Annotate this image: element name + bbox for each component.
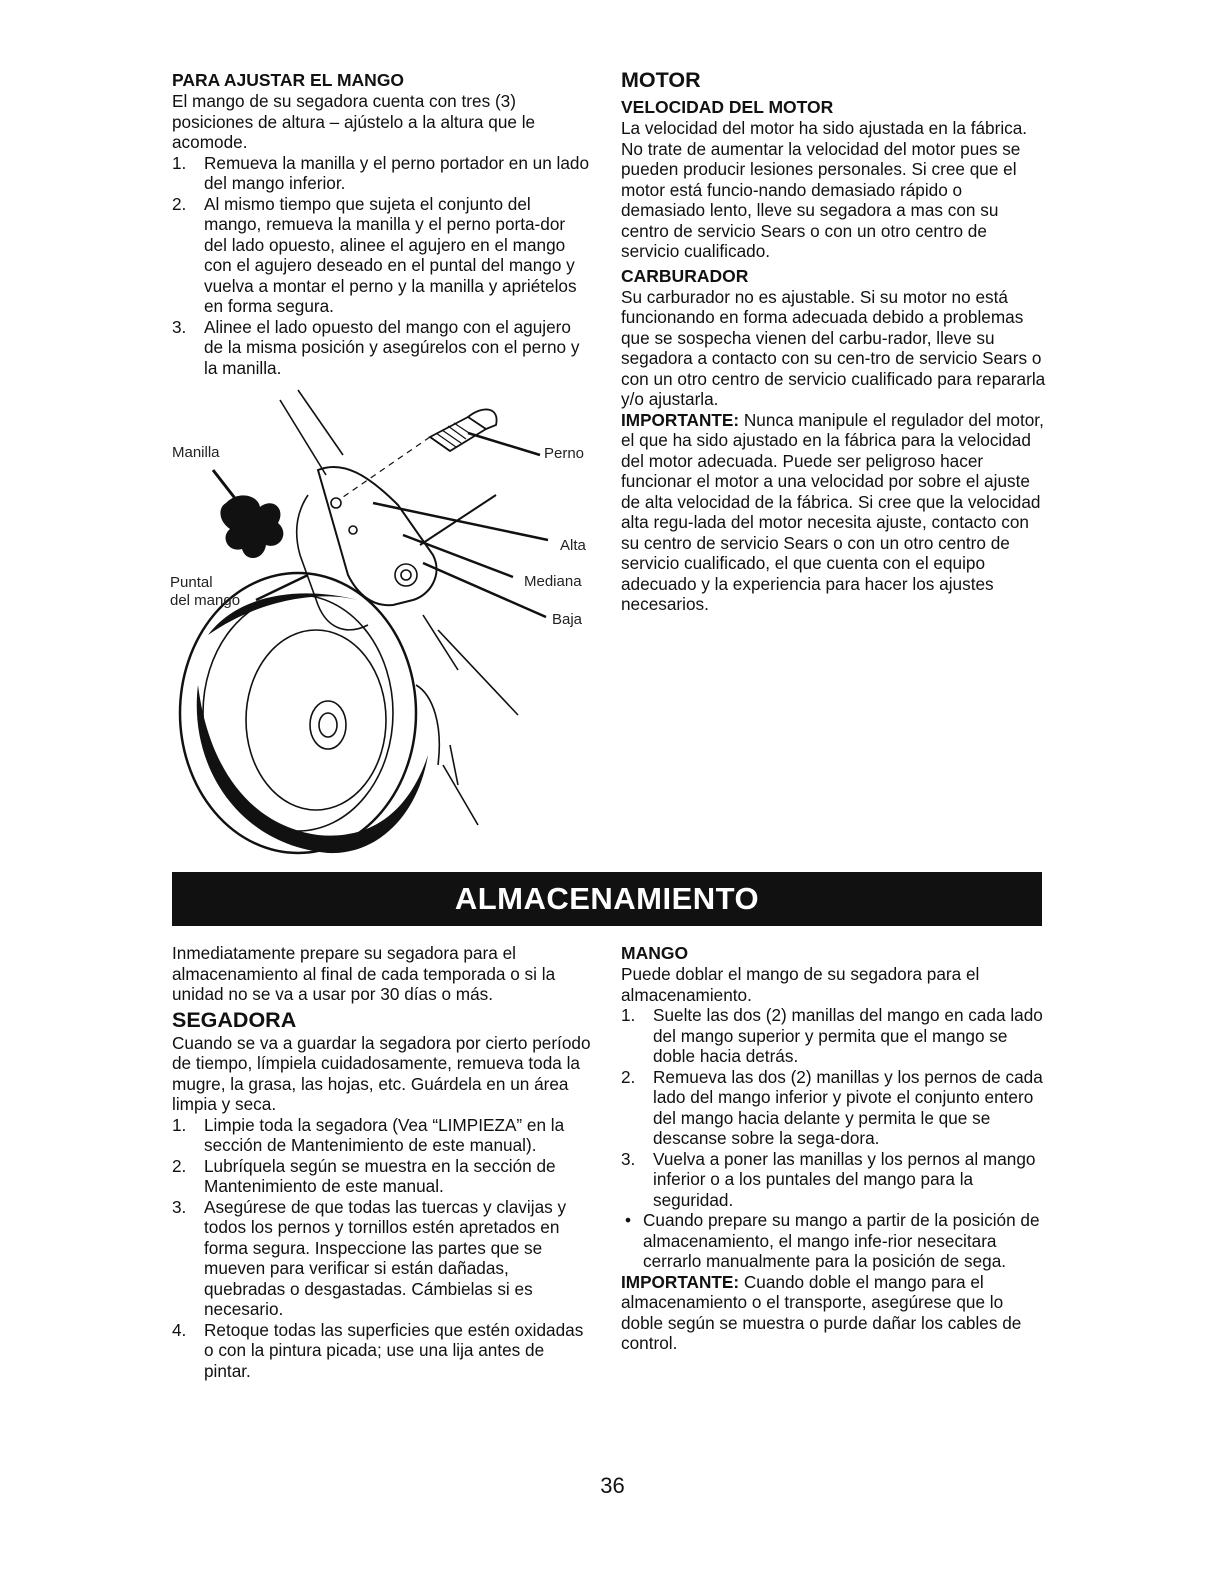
list-item: 3. Vuelva a poner las manillas y los pernos al mango inferior o a los puntales del mango para la seguridad. [621,1148,1036,1210]
page-number: 36 [600,1473,625,1498]
subsection-title-carburador: CARBURADOR [621,265,749,286]
section-title-ajustar-mango: PARA AJUSTAR EL MANGO [172,70,405,90]
list-item: 3. Alinee el lado opuesto del mango con el agujero de la misma posición y asegúrelos con el perno y la manilla. [172,316,580,378]
right-bottom-column [621,943,1046,1354]
segadora-text: Cuando se va a guardar la segadora por cierto período de tiempo, límpiela cuidadosamente, remueva toda la mugre, la grasa, las hojas, etc. Guárdela en un área limpia y seca. [172,1032,591,1114]
section-title-mango: MANGO [621,943,689,963]
list-item: 1. Remueva la manilla y el perno portador en un lado del mango inferior. [172,152,590,193]
ajustar-intro: El mango de su segadora cuenta con tres (3) posiciones de altura – ajústelo a la altura que le acomode. [172,91,536,152]
mower-wheel-handle-illustration [168,385,608,860]
label-perno: Perno [544,445,585,462]
carburador-text: Su carburador no es ajustable. Si su motor no está funcionando en forma adecuada debido a problemas que se sospecha vienen del carbu-rador, lleve su segadora a contacto con su cen-tro de servicio Sears o con un otro centro de servicio cualificado para repararla y/o ajustarla. IMPORTANTE: Nunca manipule el regulador del motor, el que ha sido ajustado en la fábrica para la velocidad del motor adecuada. Puede ser peligroso hacer funcionar el motor a una velocidad por sobre el ajuste de alta velocidad de la fábrica. Si cree que la velocidad alta regu-lada del motor necesita ajuste, contacto con su centro de servicio Sears o con un otro centro de servicio cualificado, el que cuenta con el equipo adecuado y la experiencia para hacer los ajustes necesarios. [621,286,1046,614]
label-baja: Baja [552,611,583,628]
label-manilla: Manilla [172,444,220,461]
list-item: 2. Al mismo tiempo que sujeta el conjunto del mango, remueva la manilla y el perno porta-dor del lado opuesto, alinee el agujero en el mango con el agujero deseado en el puntal del mango y vuelva a montar el perno y la manilla y apriételos en forma segura. [172,193,577,316]
list-item: 2. Remueva las dos (2) manillas y los pernos de cada lado del mango inferior y pivote el conjunto entero del mango hacia delante y permita le que se descanse sobre la sega-dora. [621,1066,1043,1148]
list-item: 3. Asegúrese de que todas las tuercas y clavijas y todos los pernos y tornillos estén apretados en forma segura. Inspeccione las partes que se mueven para verificar si están dañadas, quebradas o desgastadas. Cámbielas si es necesario. [172,1196,567,1319]
list-item: • Cuando prepare su mango a partir de la posición de almacenamiento, el mango infe-rior nesecitara cerrarlo manualmente para la posición de sega. [625,1210,1040,1271]
label-del-mango: del mango [170,592,241,609]
ajustar-steps [172,153,590,379]
list-item: 4. Retoque todas las superficies que estén oxidadas o con la pintura picada; use una lija antes de pintar. [172,1319,584,1381]
subsection-title-velocidad: VELOCIDAD DEL MOTOR [621,97,834,117]
section-title-motor: MOTOR [621,68,701,92]
list-item: 1. Suelte las dos (2) manillas del mango en cada lado del mango superior y permita que el mango se doble hacia detrás. [621,1005,1043,1066]
important-label: IMPORTANTE: [621,1271,740,1292]
left-bottom-column [172,943,592,1381]
right-top-column [621,68,1046,615]
section-banner-almacenamiento: ALMACENAMIENTO [172,872,1042,926]
left-top-column [172,70,590,378]
section-title-segadora: SEGADORA [172,1007,297,1032]
mango-intro: Puede doblar el mango de su segadora para el almacenamiento. [621,964,980,1005]
label-puntal: Puntal [170,574,213,591]
segadora-steps [172,1115,592,1382]
list-item: 1. Limpie toda la segadora (Vea “LIMPIEZA” en la sección de Mantenimiento de este manual). [172,1114,565,1155]
label-mediana: Mediana [524,573,582,590]
list-item: 2. Lubríquela según se muestra en la sección de Mantenimiento de este manual. [172,1155,556,1196]
mango-steps [621,1005,1046,1272]
almacenamiento-intro: Inmediatamente prepare su segadora para el almacenamiento al final de cada temporada o si la unidad no se va a usar por 30 días o más. [172,943,556,1004]
velocidad-text: La velocidad del motor ha sido ajustada en la fábrica. No trate de aumentar la velocidad del motor pues se pueden producir lesiones personales. Si cree que el motor está funcio-nando demasiado rápido o demasiado lento, lleve su segadora a mas con su centro de servicio Sears o con un otro centro de servicio cualificado. [621,118,1028,261]
handle-adjustment-figure [168,385,608,860]
important-label: IMPORTANTE: [621,409,740,430]
label-alta: Alta [560,537,586,554]
mango-important: IMPORTANTE: Cuando doble el mango para el almacenamiento o el transporte, asegúrese que lo doble según se muestra o purde dañar los cables de control. [621,1271,1022,1353]
